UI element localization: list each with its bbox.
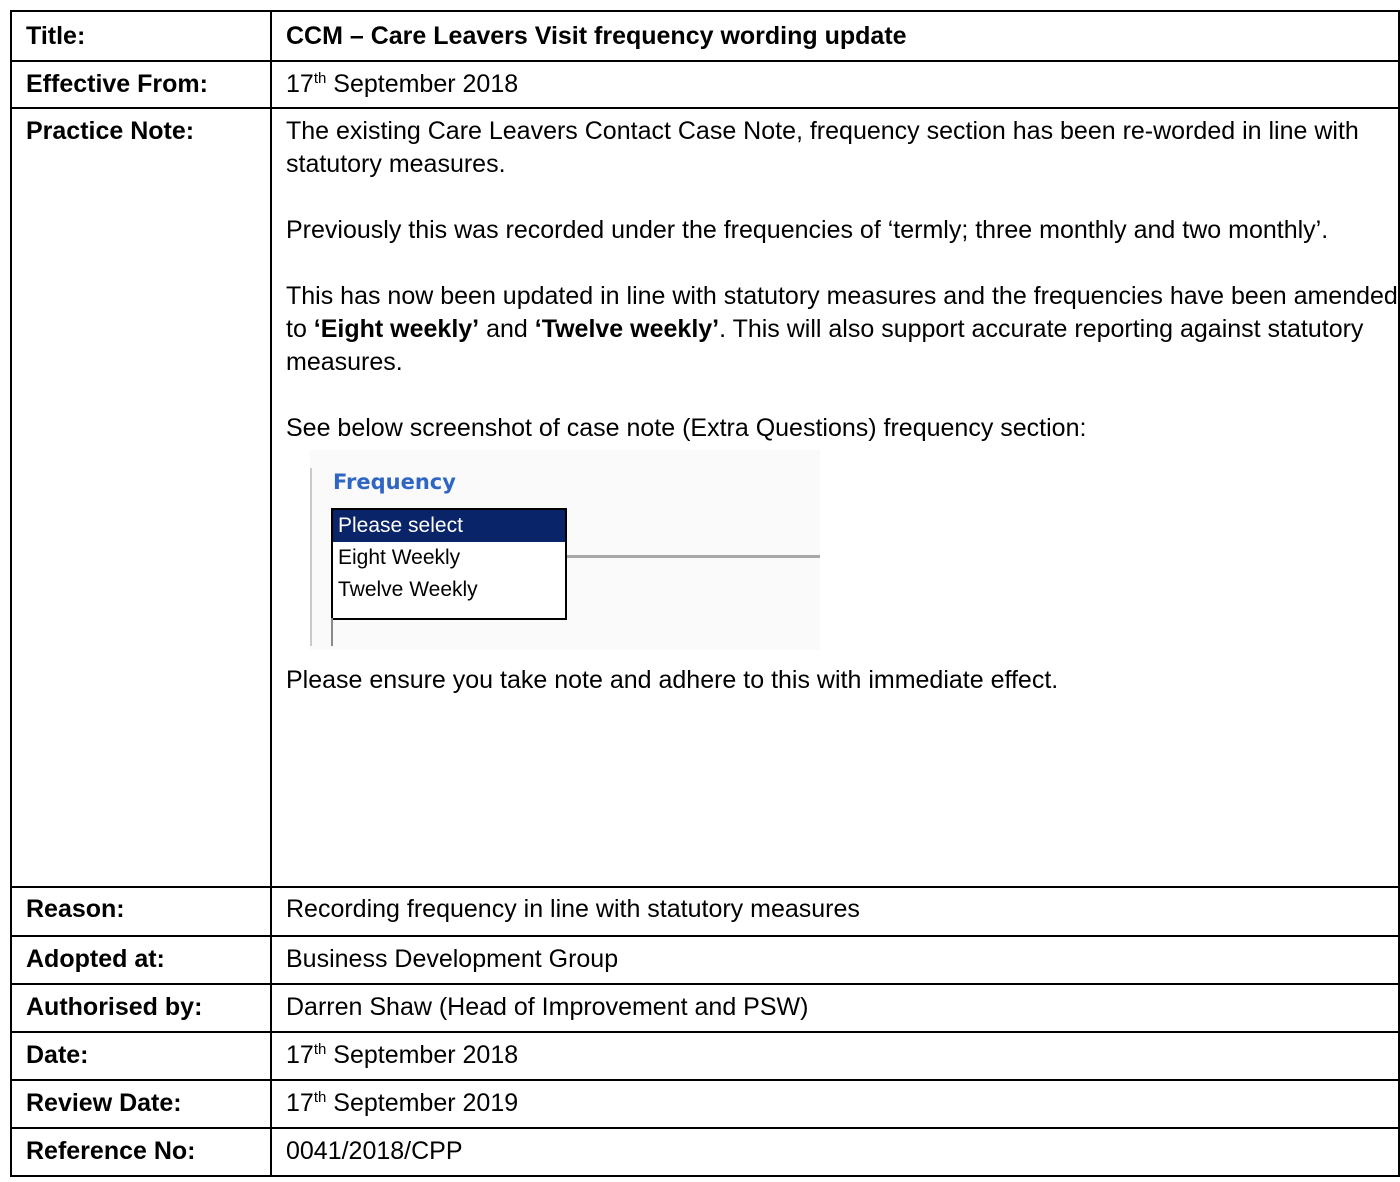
adopted-at-value: Business Development Group bbox=[271, 936, 1399, 984]
dropdown-option-twelve-weekly[interactable]: Twelve Weekly bbox=[338, 578, 478, 601]
effective-from-rest: September 2018 bbox=[326, 70, 519, 98]
paragraph-3-text-a: This has now been updated in line with statutory measures and the frequencies have been amended to bbox=[286, 282, 1398, 343]
practice-note-row bbox=[11, 108, 1399, 887]
reason-label: Reason: bbox=[11, 887, 271, 936]
practice-note-label: Practice Note: bbox=[11, 108, 271, 887]
paragraph-3-text-c: . This will also support accurate reporting against statutory measures. bbox=[286, 315, 1364, 376]
effective-from-suffix: th bbox=[313, 70, 327, 87]
paragraph-3-and: and bbox=[479, 315, 535, 343]
date-value bbox=[271, 1032, 1399, 1080]
effective-from-day: 17 bbox=[286, 70, 314, 98]
twelve-weekly-emphasis: ‘Twelve weekly’ bbox=[534, 315, 720, 343]
title-row bbox=[11, 11, 1399, 61]
frequency-dropdown[interactable] bbox=[331, 508, 567, 620]
reason-row bbox=[11, 887, 1399, 936]
date-suffix: th bbox=[313, 1041, 327, 1058]
review-date-label: Review Date: bbox=[11, 1080, 271, 1128]
review-date-value bbox=[271, 1080, 1399, 1128]
review-date-suffix: th bbox=[313, 1089, 327, 1106]
title-value: CCM – Care Leavers Visit frequency wording update bbox=[271, 11, 1399, 61]
frequency-screenshot bbox=[310, 450, 820, 650]
reference-no-row bbox=[11, 1128, 1399, 1176]
screenshot-inner-line bbox=[331, 618, 333, 646]
adopted-at-label: Adopted at: bbox=[11, 936, 271, 984]
practice-note-paragraph-4: See below screenshot of case note (Extra Questions) frequency section: bbox=[286, 414, 1087, 442]
date-label: Date: bbox=[11, 1032, 271, 1080]
practice-note-paragraph-1: The existing Care Leavers Contact Case Note, frequency section has been re-worded in line with statutory measures. bbox=[286, 117, 1359, 178]
effective-from-value bbox=[271, 61, 1399, 108]
date-row bbox=[11, 1032, 1399, 1080]
screenshot-underline bbox=[566, 555, 820, 558]
review-date-day: 17 bbox=[286, 1089, 314, 1117]
title-label: Title: bbox=[11, 11, 271, 61]
dropdown-option-eight-weekly[interactable]: Eight Weekly bbox=[338, 546, 461, 569]
reason-value: Recording frequency in line with statutory measures bbox=[271, 887, 1399, 936]
dropdown-option-please-select[interactable]: Please select bbox=[333, 510, 565, 542]
practice-note-paragraph-5: Please ensure you take note and adhere to this with immediate effect. bbox=[286, 666, 1059, 694]
reference-no-value: 0041/2018/CPP bbox=[271, 1128, 1399, 1176]
screenshot-border-line bbox=[310, 468, 312, 646]
date-day: 17 bbox=[286, 1041, 314, 1069]
date-rest: September 2018 bbox=[326, 1041, 519, 1069]
practice-note-paragraph-2: Previously this was recorded under the frequencies of ‘termly; three monthly and two monthly’. bbox=[286, 216, 1329, 244]
frequency-label: Frequency bbox=[333, 470, 456, 494]
eight-weekly-emphasis: ‘Eight weekly’ bbox=[313, 315, 480, 343]
policy-table bbox=[10, 10, 1400, 1177]
practice-note-body bbox=[271, 108, 1399, 887]
practice-note-paragraph-3 bbox=[286, 280, 1398, 379]
authorised-by-row bbox=[11, 984, 1399, 1032]
authorised-by-value: Darren Shaw (Head of Improvement and PSW) bbox=[271, 984, 1399, 1032]
review-date-rest: September 2019 bbox=[326, 1089, 519, 1117]
effective-from-row bbox=[11, 61, 1399, 108]
reference-no-label: Reference No: bbox=[11, 1128, 271, 1176]
review-date-row bbox=[11, 1080, 1399, 1128]
authorised-by-label: Authorised by: bbox=[11, 984, 271, 1032]
effective-from-label: Effective From: bbox=[11, 61, 271, 108]
adopted-at-row bbox=[11, 936, 1399, 984]
